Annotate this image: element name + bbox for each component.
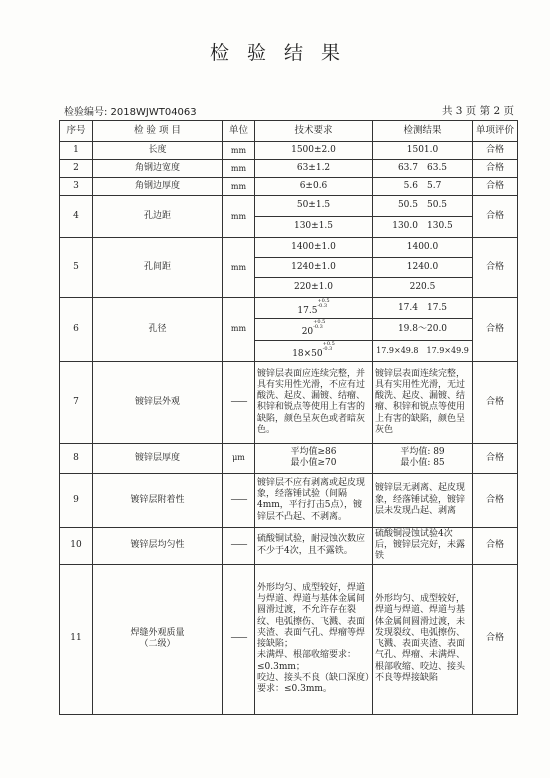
req-root-shrink: 未满焊、根部收缩要求：≤0.3mm；: [257, 650, 357, 672]
cell-requirement: 1400±1.0: [255, 238, 373, 258]
cell-result: 17.9×49.8 17.9×49.9: [373, 340, 473, 361]
header-item: 检 验 项 目: [93, 121, 223, 142]
cell-unit: ——: [223, 361, 255, 443]
tol-minus: -0.3: [313, 324, 323, 331]
cell-item: 镀锌层附着性: [93, 473, 223, 527]
item-name: 焊缝外观质量: [130, 627, 185, 638]
cell-evaluation: 合格: [473, 298, 518, 362]
cell-item: 孔径: [93, 298, 223, 362]
cell-item: 镀锌层外观: [93, 361, 223, 443]
results-table: [59, 120, 518, 715]
cell-evaluation: 合格: [473, 443, 518, 473]
cell-result: 63.7 63.5: [373, 160, 473, 178]
table-row: [60, 238, 518, 258]
table-row: [60, 298, 518, 319]
cell-item: 镀锌层均匀性: [93, 527, 223, 564]
cell-item: 孔间距: [93, 238, 223, 298]
item-grade: （二级）: [139, 639, 176, 649]
cell-unit: mm: [223, 178, 255, 196]
table-row: [60, 473, 518, 527]
cell-requirement: 130±1.5: [255, 217, 373, 238]
cell-requirement: [255, 298, 373, 319]
cell-item: 角钢边厚度: [93, 178, 223, 196]
cell-no: 5: [60, 238, 93, 298]
cell-evaluation: 合格: [473, 196, 518, 238]
cell-item: 孔边距: [93, 196, 223, 238]
cell-requirement: [255, 340, 373, 361]
table-row: [60, 196, 518, 217]
cell-no: 8: [60, 443, 93, 473]
cell-unit: mm: [223, 238, 255, 298]
cell-evaluation: 合格: [473, 361, 518, 443]
cell-result: 硫酸铜浸蚀试验4次后，镀锌层完好，未露铁: [373, 527, 473, 564]
cell-result: 220.5: [373, 278, 473, 298]
cell-requirement: [255, 319, 373, 340]
cell-result: [373, 443, 473, 473]
cell-evaluation: 合格: [473, 160, 518, 178]
cell-item: 角钢边宽度: [93, 160, 223, 178]
tol-minus: -0.3: [322, 345, 333, 352]
res-average: 平均值: 89: [400, 447, 445, 457]
cell-result: 外形均匀、成型较好，焊道与焊道、焊道与基体金属间圆滑过渡，未发现裂纹、电弧擦伤、飞溅、表面夹渣、表面气孔、焊瘤、未满焊、根部收缩、咬边、接头不良等焊接缺陷: [373, 564, 473, 714]
cell-result: 17.4 17.5: [373, 298, 473, 319]
cell-unit: mm: [223, 142, 255, 160]
cell-result: 1240.0: [373, 258, 473, 278]
cell-unit: ——: [223, 473, 255, 527]
header-requirement: 技术要求: [255, 121, 373, 142]
req-main: 外形均匀、成型较好，焊道与焊道、焊道与基体金属间圆滑过渡，不允许存在裂纹、电弧擦伤、飞溅、表面夹渣、表面气孔、焊瘤等焊接缺陷；: [257, 582, 366, 649]
cell-evaluation: 合格: [473, 178, 518, 196]
cell-result: 1501.0: [373, 142, 473, 160]
header-unit: 单位: [223, 121, 255, 142]
cell-result: 19.8～20.0: [373, 319, 473, 340]
cell-unit: mm: [223, 298, 255, 362]
cell-evaluation: 合格: [473, 473, 518, 527]
cell-no: 11: [60, 564, 93, 714]
req-undercut: 咬边、接头不良（缺口深度）要求：≤0.3mm。: [257, 672, 370, 694]
cell-requirement: 63±1.2: [255, 160, 373, 178]
cell-requirement: 220±1.0: [255, 278, 373, 298]
cell-requirement: 镀锌层不应有剥离或起皮现象，经落锤试验（间隔4mm，平行打击5点），镀锌层不凸起、不剥离。: [255, 473, 373, 527]
tolerance: [313, 320, 325, 330]
req-base: 18×50: [292, 348, 323, 359]
cell-requirement: 50±1.5: [255, 196, 373, 217]
cell-result: 1400.0: [373, 238, 473, 258]
header-evaluation: 单项评价: [473, 121, 518, 142]
cell-requirement: 1500±2.0: [255, 142, 373, 160]
cell-result: 5.6 5.7: [373, 178, 473, 196]
tol-minus: -0.3: [317, 303, 328, 309]
cell-requirement: 镀锌层表面应连续完整，并具有实用性光滑，不应有过酸洗、起皮、漏镀、结瘤、积锌和锐点等使用上有害的缺陷，颜色呈灰色或者暗灰色。: [255, 361, 373, 443]
cell-no: 10: [60, 527, 93, 564]
table-row: [60, 361, 518, 443]
cell-item: 长度: [93, 142, 223, 160]
cell-no: 1: [60, 142, 93, 160]
cell-result: 130.0 130.5: [373, 217, 473, 238]
cell-result: 镀锌层表面连续完整，具有实用性光滑，无过酸洗、起皮、漏镀、结瘤、积锌和锐点等使用上有害的缺陷，颜色呈灰色: [373, 361, 473, 443]
req-minimum: 最小值≥70: [290, 458, 337, 469]
cell-unit: mm: [223, 160, 255, 178]
table-row: [60, 527, 518, 564]
cell-result: 50.5 50.5: [373, 196, 473, 217]
cell-unit: mm: [223, 196, 255, 238]
req-base: 17.5: [297, 306, 318, 316]
tolerance: [323, 342, 335, 352]
cell-requirement: 硫酸铜试验，耐浸蚀次数应不少于4次，且不露铁。: [255, 527, 373, 564]
tol-plus: +0.5: [322, 340, 335, 347]
cell-unit: ——: [223, 564, 255, 714]
cell-result: 镀锌层无剥离、起皮现象，经落锤试验，镀锌层未发现凸起、剥离: [373, 473, 473, 527]
cell-evaluation: 合格: [473, 238, 518, 298]
cell-no: 3: [60, 178, 93, 196]
req-average: 平均值≥86: [290, 447, 337, 457]
cell-requirement: [255, 443, 373, 473]
table-row: [60, 564, 518, 714]
header-no: 序号: [60, 121, 93, 142]
cell-evaluation: 合格: [473, 527, 518, 564]
req-base: 20: [301, 327, 314, 338]
tol-plus: +0.5: [313, 319, 326, 326]
cell-unit: ——: [223, 527, 255, 564]
cell-no: 4: [60, 196, 93, 238]
cell-evaluation: 合格: [473, 564, 518, 714]
tolerance: [317, 299, 329, 309]
cell-no: 2: [60, 160, 93, 178]
cell-no: 6: [60, 298, 93, 362]
page-title: 检验结果: [209, 42, 358, 64]
table-row: [60, 142, 518, 160]
cell-requirement: 1240±1.0: [255, 258, 373, 278]
table-row: [60, 443, 518, 473]
table-row: [60, 160, 518, 178]
page-count: 共 3 页 第 2 页: [441, 105, 514, 117]
cell-no: 9: [60, 473, 93, 527]
table-row: [60, 178, 518, 196]
cell-unit: μm: [223, 443, 255, 473]
cell-evaluation: 合格: [473, 142, 518, 160]
header-result: 检测结果: [373, 121, 473, 142]
cell-requirement: 6±0.6: [255, 178, 373, 196]
table-header: [60, 121, 518, 142]
cell-item: 镀锌层厚度: [93, 443, 223, 473]
cell-item: [93, 564, 223, 714]
res-minimum: 最小值: 85: [400, 458, 445, 469]
cell-requirement: [255, 564, 373, 714]
tol-plus: +0.5: [317, 298, 330, 304]
cell-no: 7: [60, 361, 93, 443]
report-number: 检验编号: 2018WJWT04063: [64, 107, 197, 118]
